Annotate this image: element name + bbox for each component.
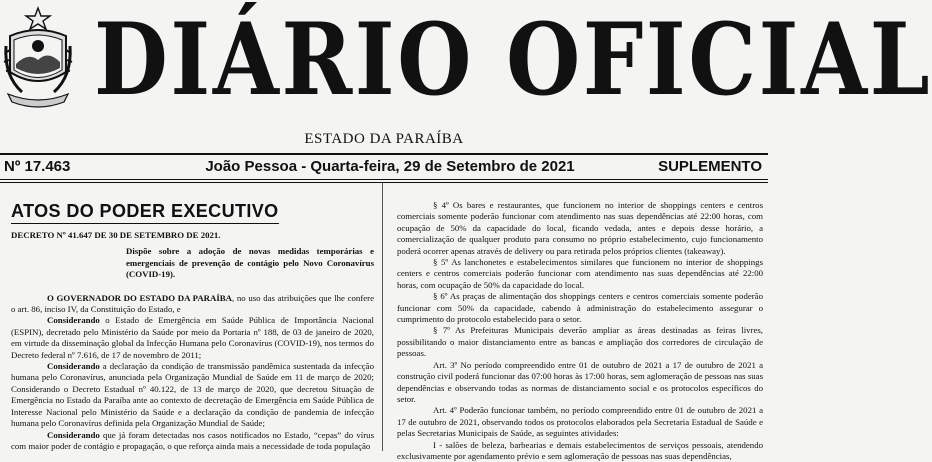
right-column bbox=[397, 200, 763, 462]
divider bbox=[0, 182, 768, 183]
paragraph: Considerando o Estado de Emergência em Saúde Pública de Importância Nacional (ESPIN), decretado pelo Ministério da Saúde por meio da Portaria nº 188, de 03 de janeiro de 2020, em virtude da disseminação global da Infecção Humana pelo Coronavírus (COVID-19), nos termos do Decreto federal nº 7.616, de 17 de novembro de 2011; bbox=[11, 315, 374, 360]
paragraph: I - salões de beleza, barbearias e demais estabelecimentos de serviços pessoais, atendendo exclusivamente por agendamento prévio e sem aglomeração de pessoas nas suas dependências, bbox=[397, 439, 763, 461]
masthead bbox=[0, 0, 932, 155]
paragraph: O GOVERNADOR DO ESTADO DA PARAÍBA, no uso das atribuições que lhe confere o art. 86, inciso IV, da Constituição do Estado, e bbox=[11, 292, 374, 315]
decree-summary: Dispõe sobre a adoção de novas medidas temporárias e emergenciais de prevenção de contágio pelo Novo Coronavírus (COVID-19). bbox=[126, 246, 374, 280]
paragraph: § 7º As Prefeituras Municipais deverão ampliar as áreas destinadas as feiras livres, possibilitando o maior distanciamento entre as bancas e ampliação dos corredores de circulação de pessoas. bbox=[397, 325, 763, 359]
paragraph: § 6º As praças de alimentação dos shoppings centers e centros comerciais somente poderão funcionar com 50% da capacidade, cabendo à administração do estabelecimento assegurar o cumprimento do protocolo estabelecido para o setor. bbox=[397, 291, 763, 325]
issue-number: Nº 17.463 bbox=[4, 158, 71, 175]
left-column bbox=[11, 200, 374, 452]
state-name: ESTADO DA PARAÍBA bbox=[304, 131, 464, 147]
paraiba-coat-of-arms-icon bbox=[2, 6, 74, 110]
paragraph: Considerando a declaração da condição de transmissão pandêmica sustentada da infecção humana pelo Coronavírus, anunciada pela Organização Mundial de Saúde em 11 de março de 2020; Considerando o Decreto Estadual nº 40.122, de 13 de março de 2020, que decretou Situação de Emergência no Estado da Paraíba ante ao contexto de decretação de Emergência em Saúde Pública de Interesse Nacional pelo Ministério da Saúde e a declaração da condição de pandemia de infecção humana pelo Coronavírus definida pela Organização Mundial de Saúde; bbox=[11, 361, 374, 429]
supplement-label: SUPLEMENTO bbox=[658, 158, 762, 175]
paragraph: Art. 4º Poderão funcionar também, no período compreendido entre 01 de outubro de 2021 a 17 de outubro de 2021, observando todos os protocolos elaborados pela Secretaria Estadual de Saúde e pelas Secretarias Municipais de Saúde, as seguintes atividades: bbox=[397, 405, 763, 439]
decree-heading: DECRETO Nº 41.647 DE 30 DE SETEMBRO DE 2021. bbox=[11, 230, 221, 240]
divider bbox=[0, 179, 768, 180]
paragraph: Art. 3º No período compreendido entre 01 de outubro de 2021 a 17 de outubro de 2021 a construção civil poderá funcionar das 07:00 horas às 17:00 horas, sem aglomeração de pessoas nas suas dependências e observando todas as normas de distanciamento social e os protocolos específicos do setor. bbox=[397, 359, 763, 404]
paragraph: Considerando que já foram detectadas nos casos notificados no Estado, “cepas” do vírus com maior poder de contágio e propagação, o que reforça ainda mais a necessidade de toda população bbox=[11, 429, 374, 451]
paragraph: § 5º As lanchonetes e estabelecimentos similares que funcionem no interior de shoppings centers e centros comerciais poderão funcionar com atendimento nas suas dependências até 22:00 horas, com ocupação de 50% da capacidade do local. bbox=[397, 257, 763, 290]
column-divider bbox=[382, 183, 383, 451]
publication-title: DIÁRIO OFICIAL bbox=[94, 2, 932, 118]
issue-date: João Pessoa - Quarta-feira, 29 de Setembro de 2021 bbox=[205, 158, 575, 175]
section-title: ATOS DO PODER EXECUTIVO bbox=[11, 200, 279, 224]
paragraph: § 4º Os bares e restaurantes, que funcionem no interior de shoppings centers e centros comerciais somente poderão funcionar com atendimento nas suas dependências até 22:00 horas, com ocupação de 50% da capacidade do local, ficando vedada, antes e depois desse horário, a comercialização de qualquer produto para consumo no próprio estabelecimento, cujo funcionamento poderá ocorrer apenas através de delivery ou para retirada pelos próprios clientes (takeaway). bbox=[397, 200, 763, 256]
divider bbox=[0, 153, 768, 155]
issue-bar bbox=[0, 156, 768, 178]
